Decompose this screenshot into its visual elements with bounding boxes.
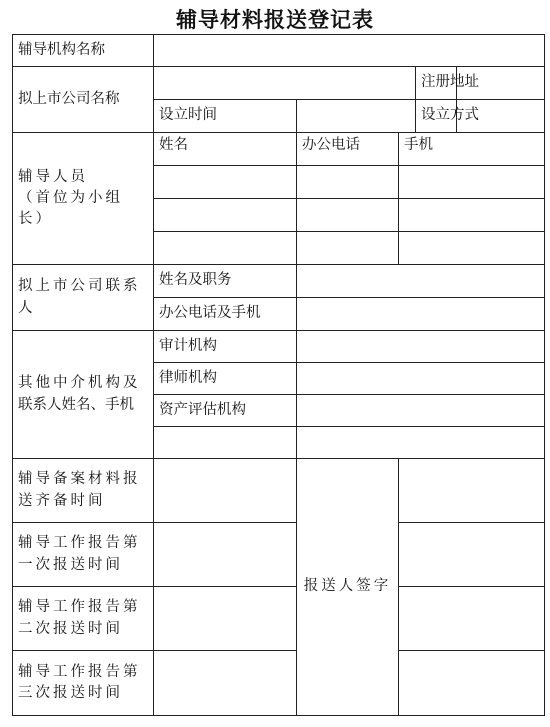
label-lianxiren-line1: 拟上市公司联系 bbox=[18, 278, 141, 295]
label-zhongjie-line1: 其他中介机构及 bbox=[18, 375, 141, 392]
input-renyuan3-dianhua[interactable] bbox=[297, 232, 399, 265]
input-report2-time[interactable] bbox=[154, 587, 297, 651]
input-qianzi-4[interactable] bbox=[399, 651, 545, 716]
input-sheli-shijian[interactable] bbox=[297, 100, 416, 133]
label-report1 bbox=[13, 523, 154, 587]
label-zhongjie-line2: 联系人姓名、手机 bbox=[18, 396, 134, 413]
input-shenji[interactable] bbox=[297, 331, 545, 363]
col-header-shouji: 手机 bbox=[399, 133, 545, 166]
label-lianxiren bbox=[13, 265, 154, 331]
label-zichan-pinggu: 资产评估机构 bbox=[154, 395, 297, 427]
input-lvshi[interactable] bbox=[297, 363, 545, 395]
label-fudao-jigou: 辅导机构名称 bbox=[13, 35, 154, 67]
label-xingming-zhiwu: 姓名及职务 bbox=[154, 265, 297, 298]
input-renyuan3-xingming[interactable] bbox=[154, 232, 297, 265]
label-shenji: 审计机构 bbox=[154, 331, 297, 363]
label-report1-line1: 辅导工作报告第 bbox=[18, 535, 141, 552]
input-report3-time[interactable] bbox=[154, 651, 297, 716]
label-report1-line2: 一次报送时间 bbox=[18, 556, 123, 573]
label-zhongjie bbox=[13, 331, 154, 459]
input-xingming-zhiwu[interactable] bbox=[297, 265, 545, 298]
label-report2-line2: 二次报送时间 bbox=[18, 620, 123, 637]
label-report3-line2: 三次报送时间 bbox=[18, 685, 123, 701]
col-header-xingming: 姓名 bbox=[154, 133, 297, 166]
label-beian bbox=[13, 459, 154, 523]
label-report2 bbox=[13, 587, 154, 651]
label-fudao-renyuan bbox=[13, 133, 154, 265]
input-qianzi-3[interactable] bbox=[399, 587, 545, 651]
form-title: 辅导材料报送登记表 bbox=[176, 8, 374, 32]
label-nishangshi-gongsi: 拟上市公司名称 bbox=[13, 67, 154, 133]
input-zhongjie-extra[interactable] bbox=[297, 427, 545, 459]
input-qianzi-1[interactable] bbox=[399, 459, 545, 523]
label-lianxiren-line2: 人 bbox=[18, 299, 36, 316]
label-beian-line2: 送齐备时间 bbox=[18, 492, 106, 509]
input-qianzi-2[interactable] bbox=[399, 523, 545, 587]
input-beian-time[interactable] bbox=[154, 459, 297, 523]
label-report2-line1: 辅导工作报告第 bbox=[18, 599, 141, 616]
input-fudao-jigou[interactable] bbox=[154, 35, 545, 67]
label-beian-line1: 辅导备案材料报 bbox=[18, 471, 141, 488]
input-dianhua-shouji[interactable] bbox=[297, 298, 545, 331]
input-gongsi-mingcheng[interactable] bbox=[154, 67, 416, 100]
label-qianzi: 报送人签字 bbox=[297, 459, 399, 716]
input-report1-time[interactable] bbox=[154, 523, 297, 587]
registration-table bbox=[12, 34, 545, 716]
label-zhuce-dizhi: 注册地址 bbox=[416, 67, 457, 100]
col-header-bangong-dianhua: 办公电话 bbox=[297, 133, 399, 166]
input-renyuan3-shouji[interactable] bbox=[399, 232, 545, 265]
label-lvshi: 律师机构 bbox=[154, 363, 297, 395]
input-renyuan2-xingming[interactable] bbox=[154, 199, 297, 232]
input-renyuan1-shouji[interactable] bbox=[399, 166, 545, 199]
input-renyuan2-shouji[interactable] bbox=[399, 199, 545, 232]
label-sheli-fangshi: 设立方式 bbox=[416, 100, 457, 133]
input-renyuan1-dianhua[interactable] bbox=[297, 166, 399, 199]
label-sheli-shijian: 设立时间 bbox=[154, 100, 297, 133]
label-report3 bbox=[13, 651, 154, 716]
input-zichan-pinggu[interactable] bbox=[297, 395, 545, 427]
input-zhongjie-extra-label[interactable] bbox=[154, 427, 297, 459]
label-dianhua-shouji: 办公电话及手机 bbox=[154, 298, 297, 331]
label-fudao-renyuan-line2: （首位为小组长） bbox=[18, 189, 123, 227]
label-fudao-renyuan-line1: 辅导人员 bbox=[18, 168, 88, 185]
label-report3-line1: 辅导工作报告第 bbox=[18, 663, 141, 680]
input-renyuan1-xingming[interactable] bbox=[154, 166, 297, 199]
input-renyuan2-dianhua[interactable] bbox=[297, 199, 399, 232]
